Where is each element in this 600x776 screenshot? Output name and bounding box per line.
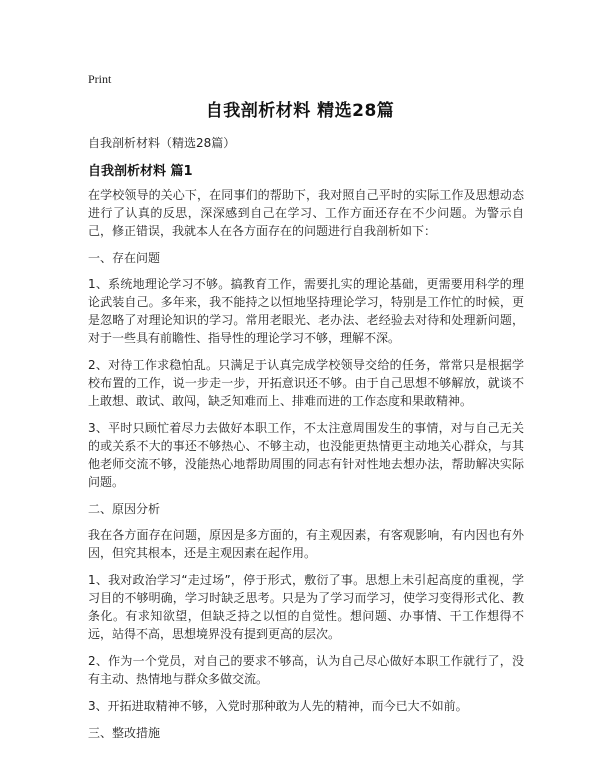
document-subtitle: 自我剖析材料（精选28篇） — [88, 136, 236, 150]
intro-paragraph: 在学校领导的关心下，在同事们的帮助下，我对照自己平时的实际工作及思想动态进行了认真的反思，深深感到自己在学习、工作方面还存在不少问题。为警示自己，修正错误，我就本人在各方面存在的问题进行自我剖析如下： — [88, 188, 524, 238]
document-title: 自我剖析材料 精选28篇 — [205, 101, 395, 121]
document-body — [88, 186, 524, 750]
heading-analysis: 二、原因分析 — [88, 502, 161, 516]
analysis-paragraph-1: 1、我对政治学习“走过场”，停于形式，敷衍了事。思想上未引起高度的重视，学习目的不够明确，学习时缺乏思考。只是为了学习而学习，使学习变得形式化、教条化。有求知欲望，但缺乏持之以恒的自觉性。想问题、办事情、干工作想得不远，站得不高，思想境界没有提到更高的层次。 — [88, 573, 524, 641]
analysis-paragraph-2: 2、作为一个党员，对自己的要求不够高，认为自己尽心做好本职工作就行了，没有主动、热情地与群众多做交流。 — [88, 654, 524, 686]
problem-paragraph-3: 3、平时只顾忙着尽力去做好本职工作，不太注意周围发生的事情，对与自己无关的或关系不大的事还不够热心、不够主动，也没能更热情更主动地关心群众，与其他老师交流不够，没能热心地帮助周围的同志有针对性地去想办法，帮助解决实际问题。 — [88, 421, 524, 489]
print-link[interactable]: Print — [88, 72, 112, 86]
problem-paragraph-2: 2、对待工作求稳怕乱。只满足于认真完成学校领导交给的任务，常常只是根据学校布置的工作，说一步走一步，开拓意识还不够。由于自己思想不够解放，就谈不上敢想、敢试、敢闯，缺乏知难而上、排难而进的工作态度和果敢精神。 — [88, 358, 524, 408]
analysis-paragraph-3: 3、开拓进取精神不够，入党时那种敢为人先的精神，而今已大不如前。 — [88, 699, 468, 713]
problem-paragraph-1: 1、系统地理论学习不够。搞教育工作，需要扎实的理论基础，更需要用科学的理论武装自己。多年来，我不能持之以恒地坚持理论学习，特别是工作忙的时候，更是忽略了对理论知识的学习。常用老眼光、老办法、老经验去对待和处理新问题，对于一些具有前瞻性、指导性的理论学习不够，理解不深。 — [88, 277, 524, 345]
heading-problems: 一、存在问题 — [88, 251, 161, 265]
section-title: 自我剖析材料 篇1 — [88, 164, 193, 179]
analysis-intro-paragraph: 我在各方面存在问题，原因是多方面的，有主观因素，有客观影响，有内因也有外因，但究其根本，还是主观因素在起作用。 — [88, 528, 524, 560]
heading-measures: 三、整改措施 — [88, 726, 161, 740]
